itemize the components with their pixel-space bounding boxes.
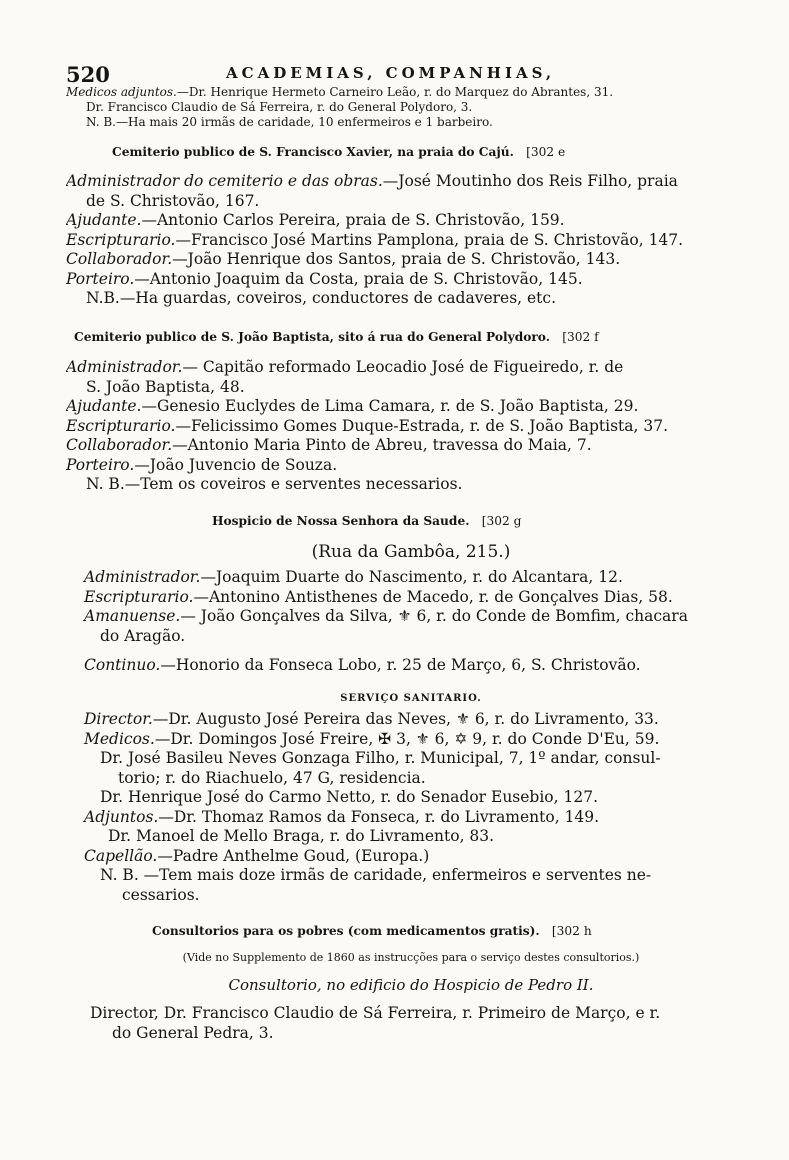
- section-body: [66, 358, 756, 495]
- entry: [66, 358, 756, 378]
- entry-text: do General Pedra, 3.: [112, 1023, 274, 1042]
- entry: [66, 231, 756, 251]
- section-subtitle: (Rua da Gambôa, 215.): [311, 542, 511, 562]
- page-header: [66, 62, 756, 86]
- section-body: [66, 172, 756, 309]
- section-body: [66, 1004, 756, 1043]
- entry: [66, 568, 756, 588]
- line: [66, 85, 756, 100]
- section-note: (Vide no Supplemento de 1860 as instrucções para o serviço destes consultorios.): [182, 951, 640, 964]
- entry-text: — Capitão reformado Leocadio José de Figueiredo, r. de: [182, 358, 624, 376]
- entry-text: —João Juvencio de Souza.: [134, 455, 338, 474]
- section-title-text: Cemiterio publico de S. Francisco Xavier, na praia do Cajú.: [112, 145, 514, 159]
- entry-text: —Padre Anthelme Goud, (Europa.): [157, 846, 430, 865]
- line-text: Dr. Francisco Claudio de Sá Ferreira, r. do General Polydoro, 3.: [86, 100, 473, 114]
- section-title: [212, 514, 756, 528]
- entry-text: —Felicissimo Gomes Duque-Estrada, r. de S. João Baptista, 37.: [175, 416, 668, 435]
- section-heading: [66, 330, 756, 352]
- entry-text: —Dr. Domingos José Freire, ✠ 3, ⚜ 6, ✡ 9, r. do Conde D'Eu, 59.: [154, 729, 660, 748]
- entry-text: —Antonio Joaquim da Costa, praia de S. Christovão, 145.: [134, 269, 583, 288]
- entry: [66, 436, 756, 456]
- entry-text: torio; r. do Riachuelo, 47 G, residencia.: [118, 768, 426, 787]
- section-ref: [302 h: [551, 924, 592, 938]
- page-number: 520: [66, 62, 110, 87]
- section-title: SERVIÇO SANITARIO.: [340, 693, 482, 704]
- entry: [66, 475, 756, 495]
- entry: [66, 827, 756, 847]
- section-title-text: Consultorios para os pobres (com medicamentos gratis).: [152, 924, 540, 938]
- entry: [66, 730, 756, 750]
- entry: [66, 250, 756, 270]
- role-label: Ajudante.: [66, 211, 142, 229]
- section-title-text: Hospicio de Nossa Senhora da Saude.: [212, 514, 470, 528]
- entry-text: —Antonino Antisthenes de Macedo, r. de Gonçalves Dias, 58.: [193, 587, 673, 606]
- running-head: ACADEMIAS, COMPANHIAS,: [226, 64, 556, 82]
- line-text: N. B.—Ha mais 20 irmãs de caridade, 10 enfermeiros e 1 barbeiro.: [86, 115, 493, 129]
- entry: [66, 656, 756, 676]
- section-body: [66, 710, 756, 905]
- entry-text: cessarios.: [122, 885, 200, 904]
- section-title: [152, 924, 756, 938]
- section-title: [74, 330, 756, 344]
- entry-text: —Genesio Euclydes de Lima Camara, r. de S. João Baptista, 29.: [141, 397, 639, 415]
- section-heading: [66, 924, 756, 946]
- role-label: Administrador.: [66, 358, 183, 376]
- entry: [66, 607, 756, 627]
- section-title: [112, 145, 756, 159]
- entry: [66, 270, 756, 290]
- entry-text: Dr. Henrique José do Carmo Netto, r. do Senador Eusebio, 127.: [100, 788, 599, 806]
- section-heading: [66, 145, 756, 167]
- entry-text: de S. Christovão, 167.: [86, 191, 260, 210]
- entry: [66, 710, 756, 730]
- entry: [66, 866, 756, 886]
- entry: [66, 749, 756, 769]
- section-ref: [302 f: [562, 330, 599, 344]
- role-label: Capellão.: [84, 846, 158, 865]
- entry: [66, 211, 756, 231]
- entry: [66, 769, 756, 789]
- section-body: [66, 568, 756, 676]
- section-subtitle: Consultorio, no edificio do Hospicio de Pedro II.: [228, 976, 594, 994]
- role-label: Collaborador.: [66, 436, 173, 454]
- role-label: Adjuntos.: [84, 807, 159, 826]
- entry-text: N. B.—Tem os coveiros e serventes necessarios.: [86, 475, 463, 493]
- entry-text: — João Gonçalves da Silva, ⚜ 6, r. do Conde de Bomfim, chacara: [180, 607, 688, 625]
- role-label: Escripturario.: [66, 230, 176, 249]
- entry-text: —Honorio da Fonseca Lobo, r. 25 de Março, 6, S. Christovão.: [160, 656, 641, 674]
- role-label: Escripturario.: [66, 416, 176, 435]
- entry-text: N. B. —Tem mais doze irmãs de caridade, enfermeiros e serventes ne-: [100, 866, 652, 884]
- entry-text: —Antonio Maria Pinto de Abreu, travessa do Maia, 7.: [172, 436, 592, 454]
- role-label: Continuo.: [84, 656, 161, 674]
- entry-text: Dr. José Basileu Neves Gonzaga Filho, r. Municipal, 7, 1º andar, consul-: [100, 749, 661, 767]
- entry: [66, 1004, 756, 1024]
- role-label: Porteiro.: [66, 269, 135, 288]
- entry-text: —João Henrique dos Santos, praia de S. Christovão, 143.: [172, 250, 621, 268]
- line: [66, 115, 756, 130]
- role-label: Administrador do cemiterio e das obras.: [66, 172, 383, 190]
- entry: [66, 192, 756, 212]
- role-label: Porteiro.: [66, 455, 135, 474]
- entry: [66, 588, 756, 608]
- role-label: Director.: [84, 710, 153, 728]
- entry: [66, 417, 756, 437]
- entry: [66, 808, 756, 828]
- line: [66, 100, 756, 115]
- role-label: Collaborador.: [66, 250, 173, 268]
- entry: [66, 378, 756, 398]
- line-text: —Dr. Henrique Hermeto Carneiro Leão, r. do Marquez do Abrantes, 31.: [176, 85, 614, 99]
- role-label: Ajudante.: [66, 397, 142, 415]
- entry: [66, 172, 756, 192]
- role-label: Escripturario.: [84, 587, 194, 606]
- entry: [66, 397, 756, 417]
- entry-text: S. João Baptista, 48.: [86, 377, 245, 396]
- role-label: Amanuense.: [84, 607, 181, 625]
- entry: [66, 456, 756, 476]
- role-label: Medicos adjuntos.: [66, 85, 177, 99]
- entry: [66, 289, 756, 309]
- entry: [66, 627, 756, 647]
- entry-text: —José Moutinho dos Reis Filho, praia: [382, 172, 678, 190]
- entry-text: —Antonio Carlos Pereira, praia de S. Christovão, 159.: [141, 211, 565, 229]
- entry-text: Dr. Manoel de Mello Braga, r. do Livramento, 83.: [108, 827, 495, 845]
- entry-text: —Dr. Thomaz Ramos da Fonseca, r. do Livramento, 149.: [158, 807, 600, 826]
- section-ref: [302 e: [526, 145, 566, 159]
- entry: [66, 847, 756, 867]
- entry-text: —Dr. Augusto José Pereira das Neves, ⚜ 6, r. do Livramento, 33.: [152, 710, 659, 728]
- entry-text: N.B.—Ha guardas, coveiros, conductores de cadaveres, etc.: [86, 289, 557, 307]
- entry: [66, 1024, 756, 1044]
- entry-text: Director, Dr. Francisco Claudio de Sá Ferreira, r. Primeiro de Março, e r.: [90, 1004, 661, 1022]
- section-heading: [66, 686, 756, 705]
- role-label: Medicos.: [84, 729, 155, 748]
- entry-text: —Joaquim Duarte do Nascimento, r. do Alcantara, 12.: [200, 568, 623, 586]
- entry: [66, 886, 756, 906]
- entry-text: do Aragão.: [100, 626, 186, 645]
- entry-text: —Francisco José Martins Pamplona, praia de S. Christovão, 147.: [175, 230, 684, 249]
- section-heading: [66, 514, 756, 536]
- section-ref: [302 g: [481, 514, 522, 528]
- entry: [66, 788, 756, 808]
- top-block: [66, 85, 756, 130]
- role-label: Administrador.: [84, 568, 201, 586]
- section-title-text: Cemiterio publico de S. João Baptista, sito á rua do General Polydoro.: [74, 330, 550, 344]
